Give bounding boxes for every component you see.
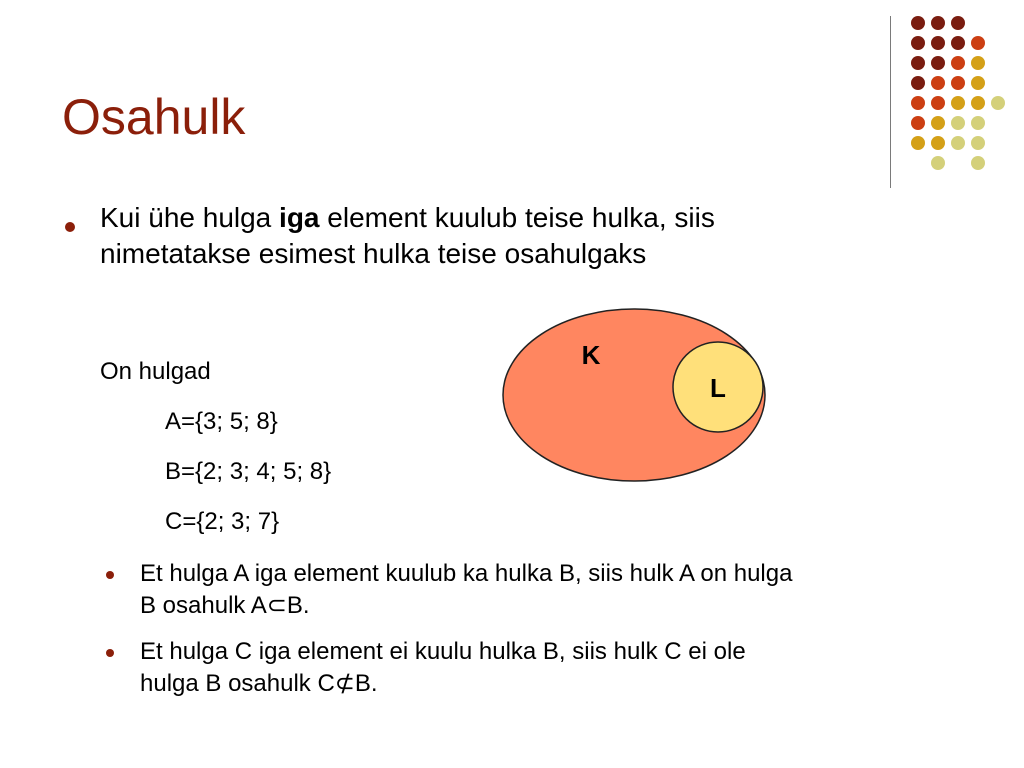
decor-dot: [911, 76, 925, 90]
decor-dot: [951, 56, 965, 70]
decor-dot: [951, 116, 965, 130]
decor-dot: [931, 136, 945, 150]
bullet-icon: [106, 571, 114, 579]
vertical-divider: [890, 16, 891, 188]
slide-title: Osahulk: [62, 89, 246, 145]
not-subset-c-line2-start: hulga B osahulk C: [140, 670, 335, 697]
decor-dot: [931, 36, 945, 50]
decor-dot: [951, 76, 965, 90]
sets-intro: On hulgad: [100, 358, 211, 385]
decor-dot: [931, 116, 945, 130]
definition-text-end: element kuulub teise hulka, siis: [319, 202, 715, 233]
set-c: C={2; 3; 7}: [165, 508, 280, 535]
decor-dot: [911, 116, 925, 130]
decor-dot: [951, 16, 965, 30]
decor-dot: [951, 136, 965, 150]
decor-dot: [931, 156, 945, 170]
decor-dot: [931, 16, 945, 30]
decor-dot: [971, 136, 985, 150]
decor-dot: [951, 96, 965, 110]
decor-dot: [991, 96, 1005, 110]
decor-dot: [951, 36, 965, 50]
decor-dot: [931, 96, 945, 110]
set-k-label: K: [581, 340, 601, 370]
set-l-label: L: [710, 373, 726, 403]
not-subset-symbol: ⊄: [334, 670, 355, 697]
subset-symbol: ⊂: [266, 592, 287, 619]
definition-text-start: Kui ühe hulga: [100, 202, 280, 233]
subset-a-line2-end: B.: [286, 592, 310, 619]
decor-dot: [971, 96, 985, 110]
subset-a-line2-start: B osahulk A: [140, 592, 267, 619]
decor-dot: [971, 56, 985, 70]
not-subset-c-line1: Et hulga C iga element ei kuulu hulka B, siis hulk C ei ole: [140, 638, 746, 665]
decor-dot: [971, 76, 985, 90]
set-b: B={2; 3; 4; 5; 8}: [165, 458, 332, 485]
definition-bold-word: iga: [279, 202, 320, 233]
bullet-not-subset-c: [140, 636, 980, 700]
decor-dot: [911, 136, 925, 150]
bullet-icon: [106, 649, 114, 657]
decor-dot: [971, 116, 985, 130]
decor-dot: [911, 36, 925, 50]
decor-dot: [931, 76, 945, 90]
decor-dot: [911, 96, 925, 110]
definition-line2: nimetatakse esimest hulka teise osahulgaks: [100, 238, 647, 269]
bullet-definition: [100, 200, 900, 272]
decor-dot: [911, 16, 925, 30]
bullet-icon: [65, 222, 75, 232]
venn-diagram: [500, 305, 780, 485]
bullet-subset-a: [140, 558, 980, 622]
decor-dot: [931, 56, 945, 70]
set-a: A={3; 5; 8}: [165, 408, 278, 435]
subset-a-line1: Et hulga A iga element kuulub ka hulka B, siis hulk A on hulga: [140, 560, 793, 587]
not-subset-c-line2-end: B.: [354, 670, 378, 697]
decor-dot: [911, 56, 925, 70]
decor-dot: [971, 156, 985, 170]
decor-dot: [971, 36, 985, 50]
